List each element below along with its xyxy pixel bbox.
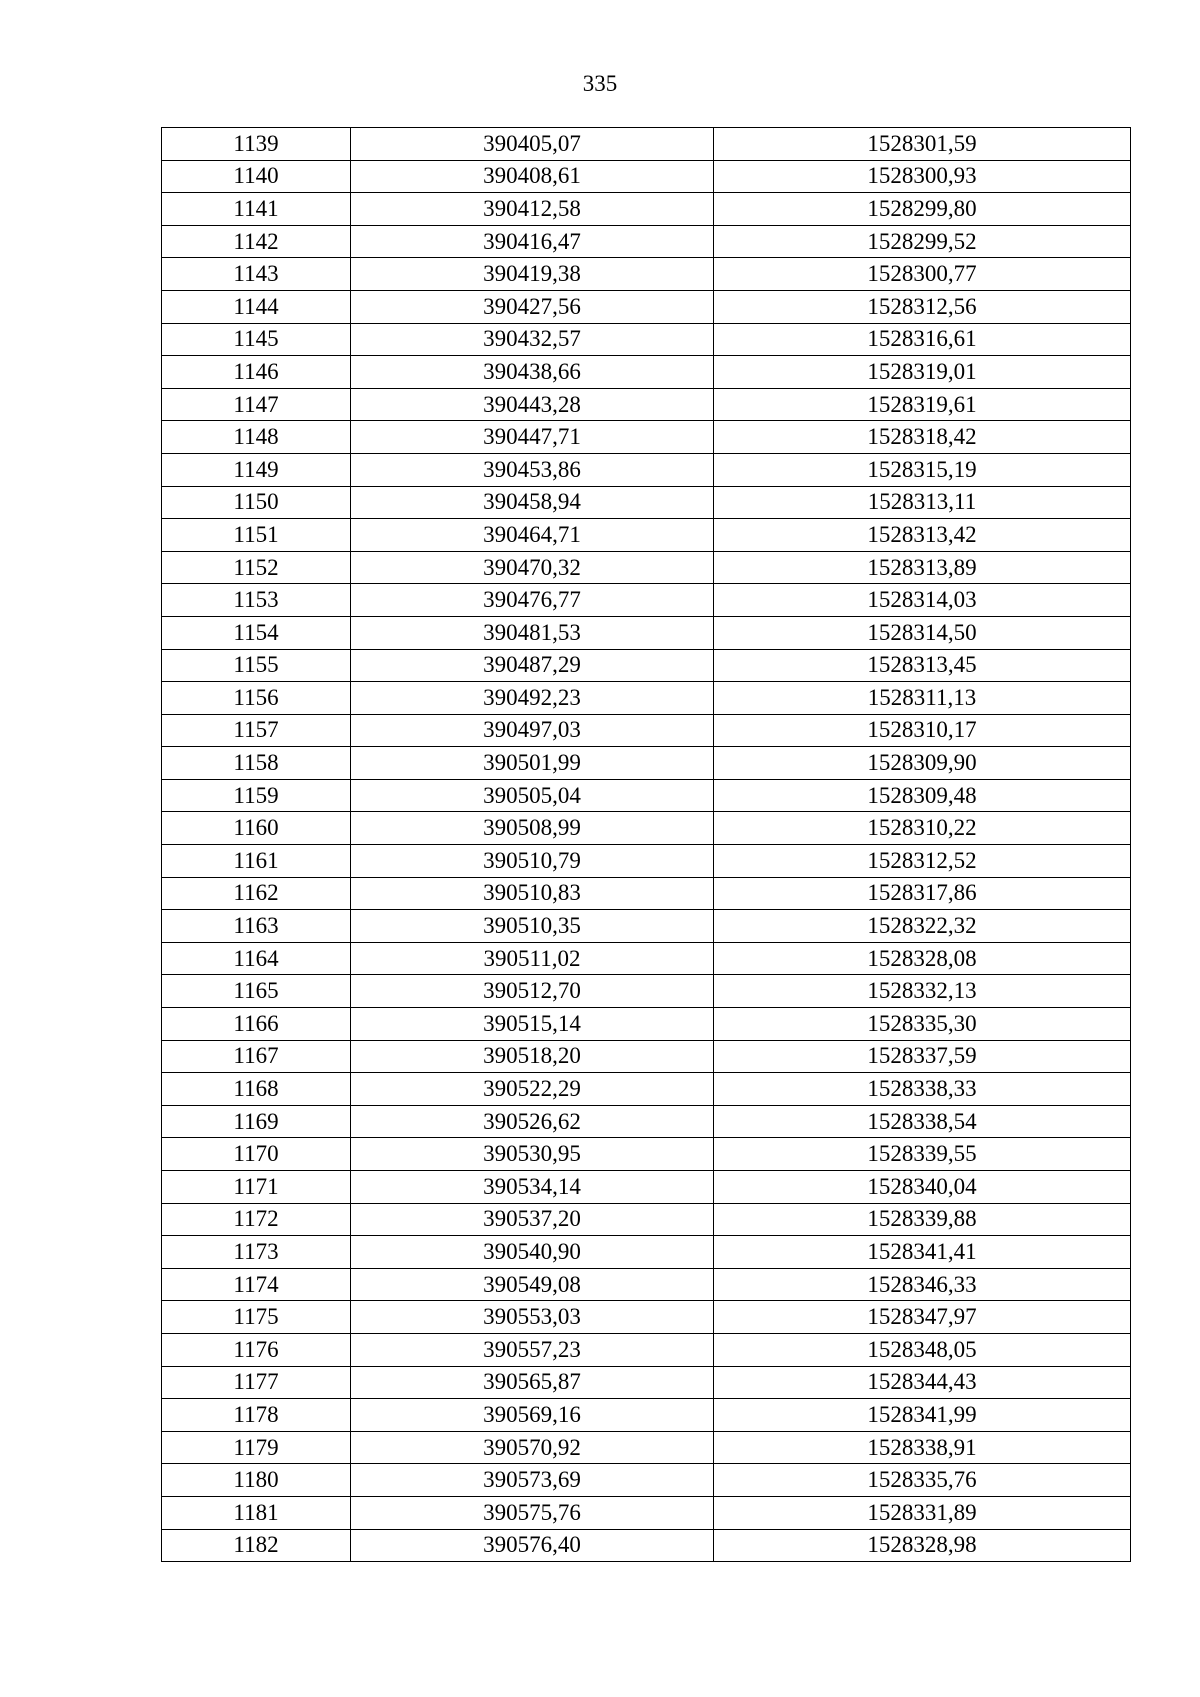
point-number-cell: 1153 — [162, 584, 351, 617]
x-coordinate-cell: 390405,07 — [351, 128, 714, 161]
y-coordinate-cell: 1528337,59 — [714, 1040, 1131, 1073]
point-number-cell: 1149 — [162, 453, 351, 486]
point-number-cell: 1142 — [162, 225, 351, 258]
table-row — [162, 1399, 1131, 1432]
table-row — [162, 812, 1131, 845]
y-coordinate-cell: 1528338,91 — [714, 1431, 1131, 1464]
point-number-cell: 1169 — [162, 1105, 351, 1138]
x-coordinate-cell: 390510,83 — [351, 877, 714, 910]
point-number-cell: 1151 — [162, 519, 351, 552]
y-coordinate-cell: 1528331,89 — [714, 1496, 1131, 1529]
x-coordinate-cell: 390526,62 — [351, 1105, 714, 1138]
y-coordinate-cell: 1528347,97 — [714, 1301, 1131, 1334]
point-number-cell: 1173 — [162, 1236, 351, 1269]
table-row — [162, 1496, 1131, 1529]
point-number-cell: 1164 — [162, 942, 351, 975]
x-coordinate-cell: 390438,66 — [351, 356, 714, 389]
y-coordinate-cell: 1528339,55 — [714, 1138, 1131, 1171]
table-row — [162, 388, 1131, 421]
y-coordinate-cell: 1528312,52 — [714, 845, 1131, 878]
y-coordinate-cell: 1528328,98 — [714, 1529, 1131, 1562]
x-coordinate-cell: 390427,56 — [351, 290, 714, 323]
page-number: 335 — [582, 71, 618, 96]
y-coordinate-cell: 1528341,41 — [714, 1236, 1131, 1269]
table-row — [162, 128, 1131, 161]
point-number-cell: 1176 — [162, 1333, 351, 1366]
x-coordinate-cell: 390481,53 — [351, 616, 714, 649]
y-coordinate-cell: 1528309,48 — [714, 779, 1131, 812]
y-coordinate-cell: 1528313,89 — [714, 551, 1131, 584]
point-number-cell: 1175 — [162, 1301, 351, 1334]
table-row — [162, 1236, 1131, 1269]
x-coordinate-cell: 390540,90 — [351, 1236, 714, 1269]
table-row — [162, 845, 1131, 878]
point-number-cell: 1161 — [162, 845, 351, 878]
point-number-cell: 1150 — [162, 486, 351, 519]
y-coordinate-cell: 1528314,03 — [714, 584, 1131, 617]
x-coordinate-cell: 390511,02 — [351, 942, 714, 975]
table-row — [162, 682, 1131, 715]
point-number-cell: 1163 — [162, 910, 351, 943]
point-number-cell: 1140 — [162, 160, 351, 193]
table-row — [162, 486, 1131, 519]
table-row — [162, 714, 1131, 747]
x-coordinate-cell: 390522,29 — [351, 1073, 714, 1106]
x-coordinate-cell: 390505,04 — [351, 779, 714, 812]
table-row — [162, 193, 1131, 226]
table-row — [162, 616, 1131, 649]
x-coordinate-cell: 390557,23 — [351, 1333, 714, 1366]
point-number-cell: 1182 — [162, 1529, 351, 1562]
point-number-cell: 1168 — [162, 1073, 351, 1106]
point-number-cell: 1143 — [162, 258, 351, 291]
x-coordinate-cell: 390432,57 — [351, 323, 714, 356]
x-coordinate-cell: 390575,76 — [351, 1496, 714, 1529]
table-row — [162, 356, 1131, 389]
point-number-cell: 1152 — [162, 551, 351, 584]
x-coordinate-cell: 390576,40 — [351, 1529, 714, 1562]
x-coordinate-cell: 390453,86 — [351, 453, 714, 486]
y-coordinate-cell: 1528316,61 — [714, 323, 1131, 356]
y-coordinate-cell: 1528319,61 — [714, 388, 1131, 421]
table-row — [162, 942, 1131, 975]
table-row — [162, 453, 1131, 486]
x-coordinate-cell: 390497,03 — [351, 714, 714, 747]
y-coordinate-cell: 1528313,45 — [714, 649, 1131, 682]
table-row — [162, 551, 1131, 584]
point-number-cell: 1180 — [162, 1464, 351, 1497]
table-row — [162, 1040, 1131, 1073]
table-row — [162, 1105, 1131, 1138]
point-number-cell: 1178 — [162, 1399, 351, 1432]
point-number-cell: 1145 — [162, 323, 351, 356]
table-row — [162, 323, 1131, 356]
point-number-cell: 1159 — [162, 779, 351, 812]
table-row — [162, 519, 1131, 552]
coordinates-table — [161, 127, 1131, 1562]
y-coordinate-cell: 1528299,80 — [714, 193, 1131, 226]
point-number-cell: 1162 — [162, 877, 351, 910]
table-row — [162, 1171, 1131, 1204]
y-coordinate-cell: 1528309,90 — [714, 747, 1131, 780]
table-row — [162, 1268, 1131, 1301]
y-coordinate-cell: 1528315,19 — [714, 453, 1131, 486]
table-row — [162, 160, 1131, 193]
table-row — [162, 1366, 1131, 1399]
x-coordinate-cell: 390510,35 — [351, 910, 714, 943]
y-coordinate-cell: 1528317,86 — [714, 877, 1131, 910]
table-row — [162, 1301, 1131, 1334]
table-row — [162, 1431, 1131, 1464]
point-number-cell: 1174 — [162, 1268, 351, 1301]
point-number-cell: 1181 — [162, 1496, 351, 1529]
x-coordinate-cell: 390408,61 — [351, 160, 714, 193]
table-row — [162, 225, 1131, 258]
table-row — [162, 1008, 1131, 1041]
table-row — [162, 421, 1131, 454]
x-coordinate-cell: 390416,47 — [351, 225, 714, 258]
y-coordinate-cell: 1528328,08 — [714, 942, 1131, 975]
y-coordinate-cell: 1528322,32 — [714, 910, 1131, 943]
table-row — [162, 779, 1131, 812]
point-number-cell: 1144 — [162, 290, 351, 323]
point-number-cell: 1177 — [162, 1366, 351, 1399]
x-coordinate-cell: 390508,99 — [351, 812, 714, 845]
y-coordinate-cell: 1528300,77 — [714, 258, 1131, 291]
x-coordinate-cell: 390501,99 — [351, 747, 714, 780]
table-row — [162, 877, 1131, 910]
x-coordinate-cell: 390537,20 — [351, 1203, 714, 1236]
y-coordinate-cell: 1528300,93 — [714, 160, 1131, 193]
x-coordinate-cell: 390492,23 — [351, 682, 714, 715]
y-coordinate-cell: 1528301,59 — [714, 128, 1131, 161]
y-coordinate-cell: 1528339,88 — [714, 1203, 1131, 1236]
x-coordinate-cell: 390512,70 — [351, 975, 714, 1008]
y-coordinate-cell: 1528311,13 — [714, 682, 1131, 715]
table-row — [162, 584, 1131, 617]
x-coordinate-cell: 390447,71 — [351, 421, 714, 454]
point-number-cell: 1148 — [162, 421, 351, 454]
x-coordinate-cell: 390419,38 — [351, 258, 714, 291]
y-coordinate-cell: 1528341,99 — [714, 1399, 1131, 1432]
point-number-cell: 1141 — [162, 193, 351, 226]
x-coordinate-cell: 390569,16 — [351, 1399, 714, 1432]
point-number-cell: 1147 — [162, 388, 351, 421]
table-row — [162, 910, 1131, 943]
point-number-cell: 1167 — [162, 1040, 351, 1073]
x-coordinate-cell: 390464,71 — [351, 519, 714, 552]
x-coordinate-cell: 390518,20 — [351, 1040, 714, 1073]
y-coordinate-cell: 1528338,33 — [714, 1073, 1131, 1106]
point-number-cell: 1171 — [162, 1171, 351, 1204]
table-row — [162, 649, 1131, 682]
x-coordinate-cell: 390510,79 — [351, 845, 714, 878]
point-number-cell: 1157 — [162, 714, 351, 747]
y-coordinate-cell: 1528310,17 — [714, 714, 1131, 747]
point-number-cell: 1170 — [162, 1138, 351, 1171]
y-coordinate-cell: 1528335,76 — [714, 1464, 1131, 1497]
point-number-cell: 1166 — [162, 1008, 351, 1041]
table-row — [162, 747, 1131, 780]
x-coordinate-cell: 390412,58 — [351, 193, 714, 226]
x-coordinate-cell: 390573,69 — [351, 1464, 714, 1497]
point-number-cell: 1165 — [162, 975, 351, 1008]
point-number-cell: 1156 — [162, 682, 351, 715]
y-coordinate-cell: 1528348,05 — [714, 1333, 1131, 1366]
point-number-cell: 1146 — [162, 356, 351, 389]
table-row — [162, 1138, 1131, 1171]
x-coordinate-cell: 390565,87 — [351, 1366, 714, 1399]
table-row — [162, 1333, 1131, 1366]
y-coordinate-cell: 1528318,42 — [714, 421, 1131, 454]
x-coordinate-cell: 390443,28 — [351, 388, 714, 421]
table-row — [162, 1203, 1131, 1236]
point-number-cell: 1139 — [162, 128, 351, 161]
y-coordinate-cell: 1528313,42 — [714, 519, 1131, 552]
table-row — [162, 290, 1131, 323]
y-coordinate-cell: 1528313,11 — [714, 486, 1131, 519]
y-coordinate-cell: 1528314,50 — [714, 616, 1131, 649]
y-coordinate-cell: 1528332,13 — [714, 975, 1131, 1008]
y-coordinate-cell: 1528340,04 — [714, 1171, 1131, 1204]
table-row — [162, 1464, 1131, 1497]
point-number-cell: 1160 — [162, 812, 351, 845]
x-coordinate-cell: 390458,94 — [351, 486, 714, 519]
point-number-cell: 1155 — [162, 649, 351, 682]
table-row — [162, 1529, 1131, 1562]
y-coordinate-cell: 1528338,54 — [714, 1105, 1131, 1138]
y-coordinate-cell: 1528299,52 — [714, 225, 1131, 258]
y-coordinate-cell: 1528344,43 — [714, 1366, 1131, 1399]
x-coordinate-cell: 390515,14 — [351, 1008, 714, 1041]
point-number-cell: 1158 — [162, 747, 351, 780]
table-row — [162, 1073, 1131, 1106]
point-number-cell: 1179 — [162, 1431, 351, 1464]
x-coordinate-cell: 390487,29 — [351, 649, 714, 682]
y-coordinate-cell: 1528335,30 — [714, 1008, 1131, 1041]
point-number-cell: 1154 — [162, 616, 351, 649]
point-number-cell: 1172 — [162, 1203, 351, 1236]
y-coordinate-cell: 1528310,22 — [714, 812, 1131, 845]
x-coordinate-cell: 390549,08 — [351, 1268, 714, 1301]
x-coordinate-cell: 390476,77 — [351, 584, 714, 617]
x-coordinate-cell: 390570,92 — [351, 1431, 714, 1464]
coordinates-table-body — [162, 128, 1131, 1562]
x-coordinate-cell: 390530,95 — [351, 1138, 714, 1171]
y-coordinate-cell: 1528319,01 — [714, 356, 1131, 389]
x-coordinate-cell: 390534,14 — [351, 1171, 714, 1204]
table-row — [162, 975, 1131, 1008]
x-coordinate-cell: 390553,03 — [351, 1301, 714, 1334]
y-coordinate-cell: 1528346,33 — [714, 1268, 1131, 1301]
y-coordinate-cell: 1528312,56 — [714, 290, 1131, 323]
x-coordinate-cell: 390470,32 — [351, 551, 714, 584]
table-row — [162, 258, 1131, 291]
